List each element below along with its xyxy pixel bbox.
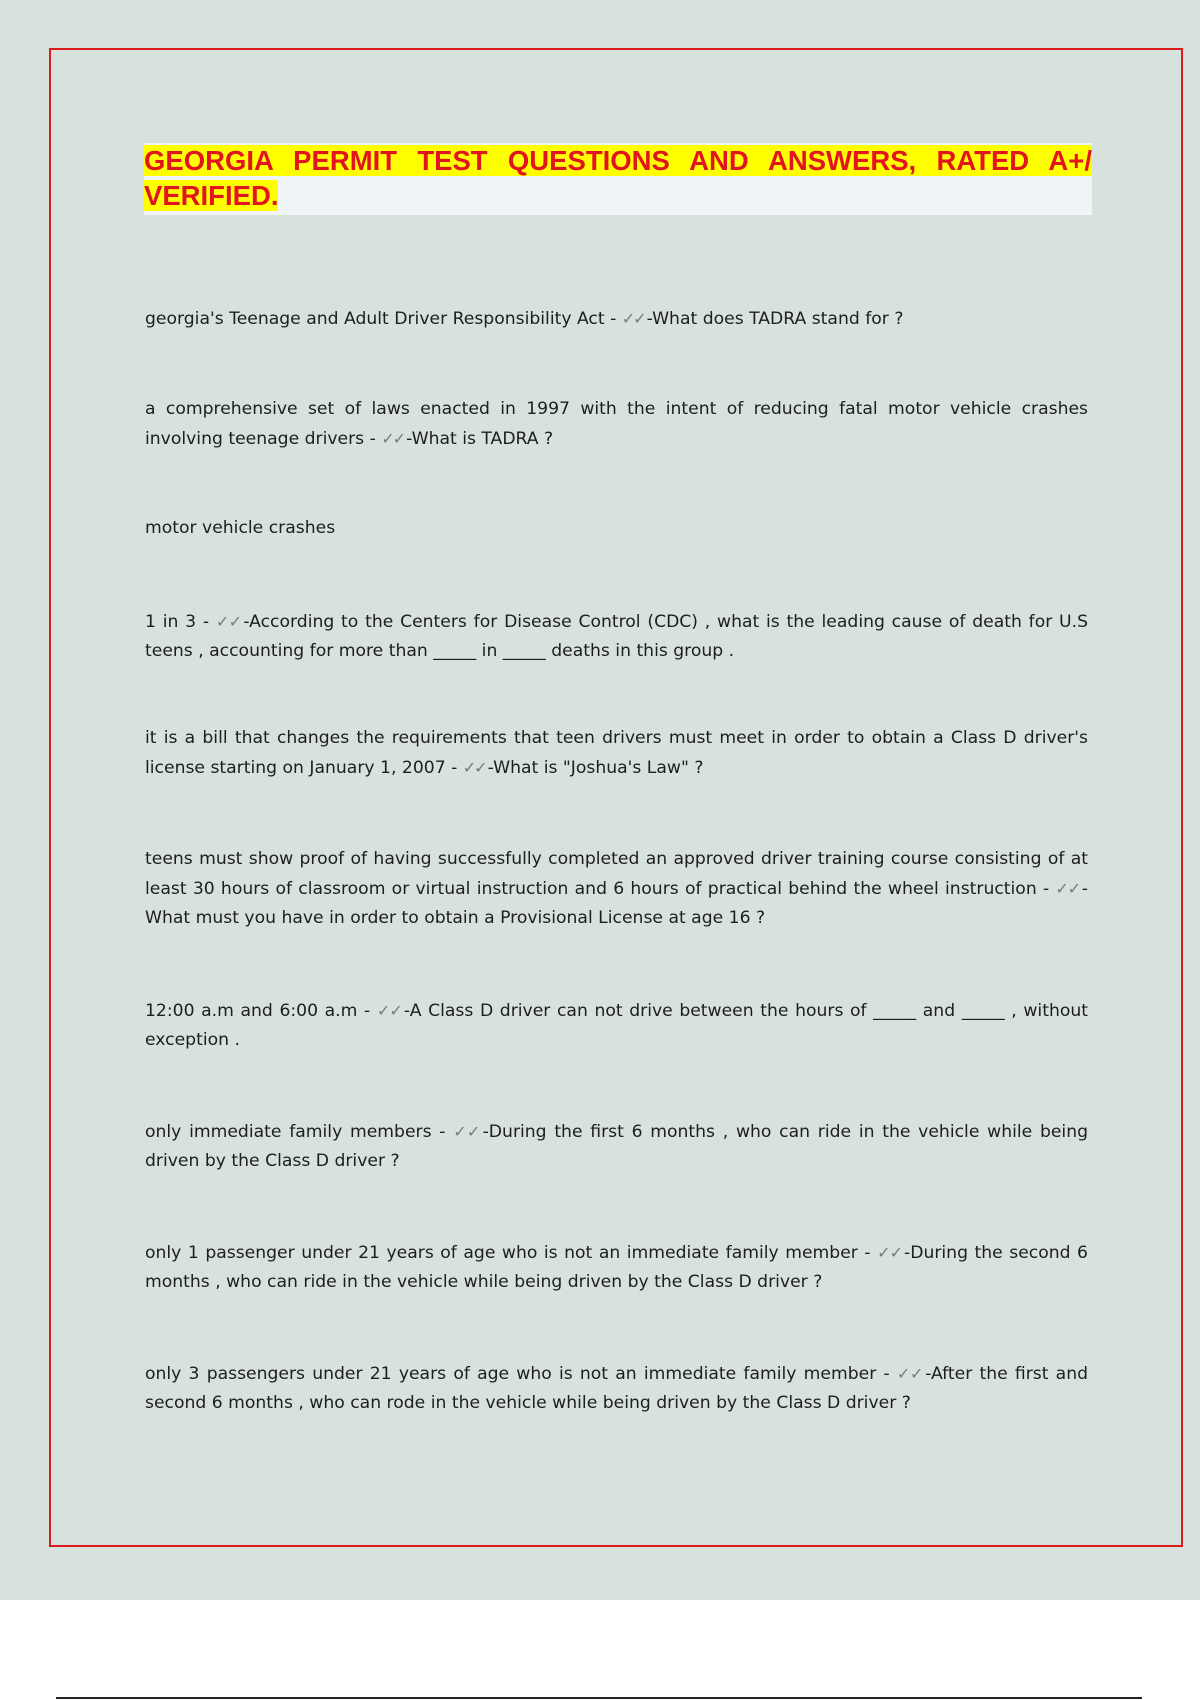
question-text: -What is TADRA ? xyxy=(406,429,554,449)
answer-text: only immediate family members - xyxy=(145,1122,454,1142)
answer-text: only 1 passenger under 21 years of age who is not an immediate family member - xyxy=(145,1243,878,1263)
answer-text: motor vehicle crashes xyxy=(145,518,336,538)
answer-text: teens must show proof of having successfully completed an approved driver training course consisting of at least 30 hours of classroom or virtual instruction and 6 hours of practical behind the wheel instruction - xyxy=(145,849,1088,899)
answer-text: it is a bill that changes the requirements that teen drivers must meet in order to obtain a Class D driver's license starting on January 1, 2007 - xyxy=(145,728,1088,778)
double-check-icon: ✓✓ xyxy=(896,1364,924,1383)
answer-text: georgia's Teenage and Adult Driver Responsibility Act - xyxy=(145,309,622,329)
title-highlight: GEORGIA PERMIT TEST QUESTIONS AND ANSWERS, RATED A+/ VERIFIED. xyxy=(144,145,1092,211)
footer-divider xyxy=(56,1697,1142,1699)
double-check-icon: ✓✓ xyxy=(215,612,242,631)
question-text: -A Class D driver can not drive between the hours of _____ and _____ , without exception . xyxy=(145,1001,1088,1050)
question-text: -During the first 6 months , who can ride in the vehicle while being driven by the Class D driver ? xyxy=(145,1122,1089,1171)
answer-text: 12:00 a.m and 6:00 a.m - xyxy=(145,1001,377,1021)
answer-text: 1 in 3 - xyxy=(145,612,216,632)
double-check-icon: ✓✓ xyxy=(381,429,405,448)
standalone-answer xyxy=(145,514,1088,543)
qa-entry xyxy=(145,395,1088,454)
qa-entry xyxy=(145,1117,1088,1176)
document-border xyxy=(49,48,1183,1547)
double-check-icon: ✓✓ xyxy=(453,1122,481,1141)
question-text: -During the second 6 months , who can ride in the vehicle while being driven by the Class D driver ? xyxy=(145,1243,1088,1292)
qa-entry xyxy=(145,1359,1088,1418)
question-text: -What is "Joshua's Law" ? xyxy=(487,758,704,778)
answer-text: only 3 passengers under 21 years of age who is not an immediate family member - xyxy=(145,1364,897,1384)
double-check-icon: ✓✓ xyxy=(376,1001,402,1020)
qa-entry xyxy=(145,845,1088,933)
double-check-icon: ✓✓ xyxy=(462,758,486,777)
qa-entry xyxy=(145,607,1088,666)
qa-entry xyxy=(145,724,1088,783)
double-check-icon: ✓✓ xyxy=(1055,879,1080,898)
double-check-icon: ✓✓ xyxy=(877,1243,903,1262)
question-text: -According to the Centers for Disease Control (CDC) , what is the leading cause of death for U.S teens , accounting for more than _____ in _____ deaths in this group . xyxy=(145,612,1089,661)
double-check-icon: ✓✓ xyxy=(621,309,645,328)
document-title xyxy=(144,143,1092,213)
question-text: -What does TADRA stand for ? xyxy=(646,309,904,329)
answer-text: a comprehensive set of laws enacted in 1997 with the intent of reducing fatal motor vehicle crashes involving teenage drivers - xyxy=(145,399,1088,449)
qa-entry xyxy=(145,304,1088,334)
question-text: -After the first and second 6 months , who can rode in the vehicle while being driven by the Class D driver ? xyxy=(145,1364,1089,1413)
qa-entry xyxy=(145,996,1088,1055)
qa-entry xyxy=(145,1238,1088,1297)
title-block xyxy=(144,143,1092,215)
question-text: -What must you have in order to obtain a Provisional License at age 16 ? xyxy=(145,879,1088,928)
